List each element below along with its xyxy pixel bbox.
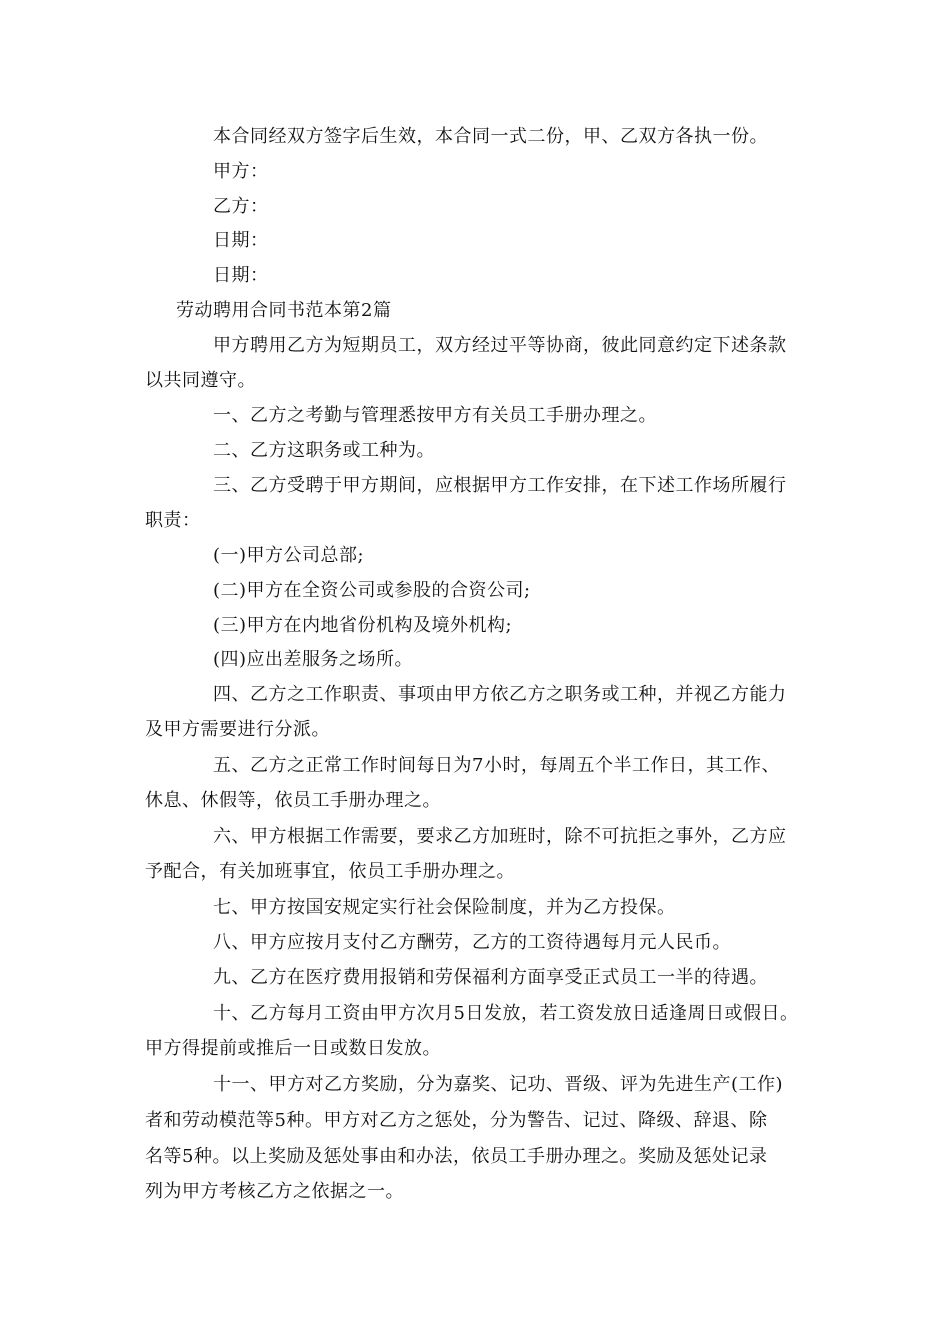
text-line: 五、乙方之正常工作时间每日为7小时，每周五个半工作日，其工作、 xyxy=(213,755,780,776)
text-line: 列为甲方考核乙方之依据之一。 xyxy=(145,1181,404,1202)
text-line: 九、乙方在医疗费用报销和劳保福利方面享受正式员工一半的待遇。 xyxy=(213,967,768,988)
text-line: 七、甲方按国安规定实行社会保险制度，并为乙方投保。 xyxy=(213,897,676,918)
text-line: 甲方得提前或推后一日或数日发放。 xyxy=(145,1038,441,1059)
text-line: 十一、甲方对乙方奖励，分为嘉奖、记功、晋级、评为先进生产(工作) xyxy=(213,1074,784,1095)
text-line: 休息、休假等，依员工手册办理之。 xyxy=(145,790,441,811)
text-line: 以共同遵守。 xyxy=(145,370,256,391)
text-line: 予配合，有关加班事宜，依员工手册办理之。 xyxy=(145,861,515,882)
text-line: 乙方： xyxy=(213,196,269,217)
text-line: 名等5种。以上奖励及惩处事由和办法，依员工手册办理之。奖励及惩处记录 xyxy=(145,1146,768,1167)
text-line: 十、乙方每月工资由甲方次月5日发放，若工资发放日适逢周日或假日。 xyxy=(213,1003,799,1024)
text-line: 八、甲方应按月支付乙方酬劳，乙方的工资待遇每月元人民币。 xyxy=(213,932,731,953)
text-line: 一、乙方之考勤与管理悉按甲方有关员工手册办理之。 xyxy=(213,405,657,426)
text-line: 二、乙方这职务或工种为。 xyxy=(213,440,435,461)
text-line: 日期： xyxy=(213,265,269,286)
text-line: (一)甲方公司总部; xyxy=(213,545,365,566)
text-line: (四)应出差服务之场所。 xyxy=(213,649,414,670)
text-line: 四、乙方之工作职责、事项由甲方依乙方之职务或工种，并视乙方能力 xyxy=(213,684,787,705)
text-line: 三、乙方受聘于甲方期间，应根据甲方工作安排，在下述工作场所履行 xyxy=(213,475,787,496)
text-line: 职责： xyxy=(145,510,201,531)
text-line: 甲方： xyxy=(213,161,269,182)
text-line: 及甲方需要进行分派。 xyxy=(145,719,330,740)
text-line: (三)甲方在内地省份机构及境外机构; xyxy=(213,615,513,636)
text-line: 甲方聘用乙方为短期员工，双方经过平等协商，彼此同意约定下述条款 xyxy=(213,335,787,356)
text-line: (二)甲方在全资公司或参股的合资公司; xyxy=(213,580,531,601)
text-line: 本合同经双方签字后生效，本合同一式二份，甲、乙双方各执一份。 xyxy=(213,126,768,147)
text-line: 日期： xyxy=(213,230,269,251)
text-line: 者和劳动模范等5种。甲方对乙方之惩处，分为警告、记过、降级、辞退、除 xyxy=(145,1110,768,1131)
section-heading: 劳动聘用合同书范本第2篇 xyxy=(176,300,392,321)
text-line: 六、甲方根据工作需要，要求乙方加班时，除不可抗拒之事外，乙方应 xyxy=(213,826,787,847)
